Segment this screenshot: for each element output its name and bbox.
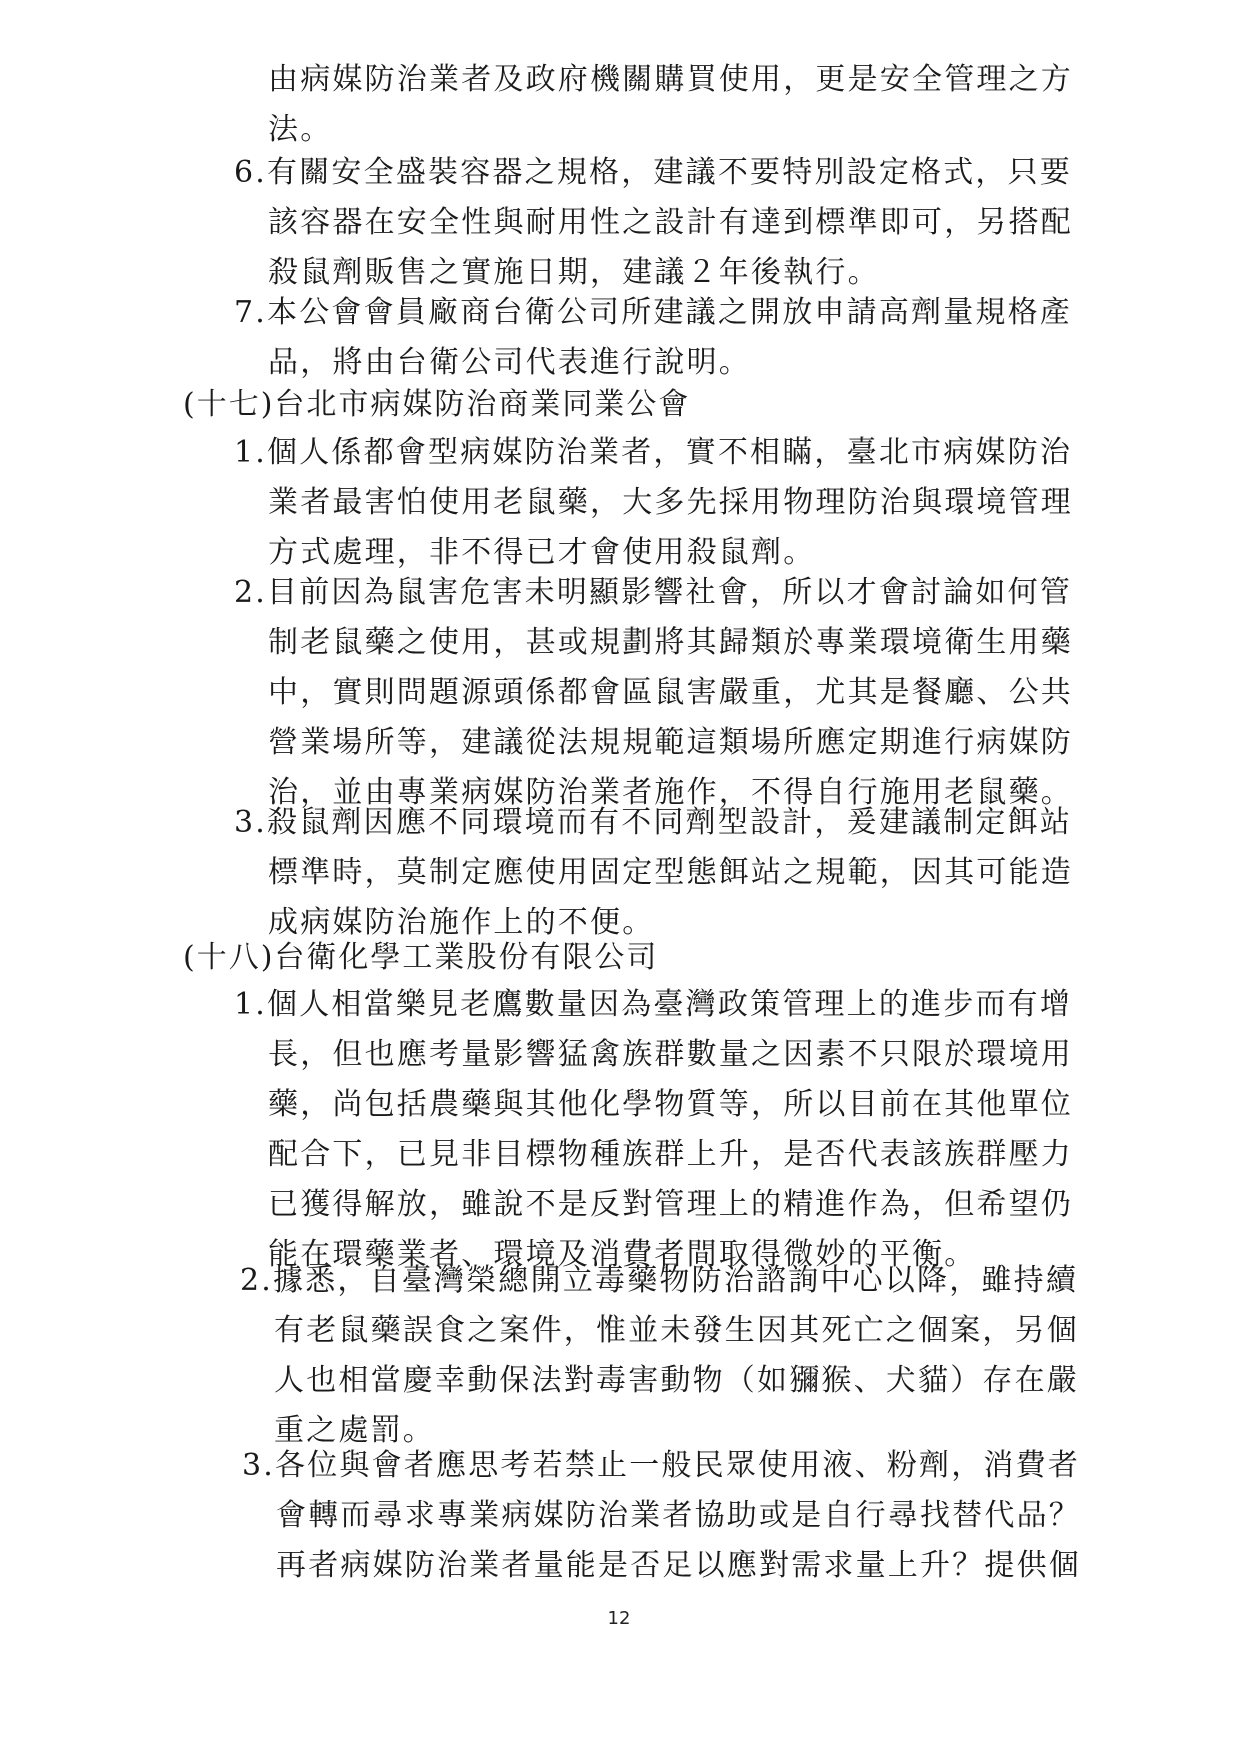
continuation-paragraph	[268, 55, 1073, 155]
text-line: 再者病媒防治業者量能是否足以應對需求量上升？提供個	[276, 1548, 1081, 1583]
text-line: 1.個人係都會型病媒防治業者，實不相瞞，臺北市病媒防治	[234, 435, 1073, 470]
text-line: 長，但也應考量影響猛禽族群數量之因素不只限於環境用	[268, 1037, 1073, 1072]
text-line: 6.有關安全盛裝容器之規格，建議不要特別設定格式，只要	[234, 155, 1073, 190]
text-line: 3.各位與會者應思考若禁止一般民眾使用液、粉劑，消費者	[242, 1448, 1081, 1483]
list-item-7	[234, 288, 1072, 388]
text-line: 人也相當慶幸動保法對毒害動物（如獼猴、犬貓）存在嚴	[274, 1363, 1079, 1398]
text-line: 重之處罰。	[274, 1413, 435, 1448]
text-line: 業者最害怕使用老鼠藥，大多先採用物理防治與環境管理	[268, 485, 1073, 520]
text-line: 該容器在安全性與耐用性之設計有達到標準即可，另搭配	[268, 205, 1073, 240]
list-item-6	[234, 148, 1073, 298]
text-line: 3.殺鼠劑因應不同環境而有不同劑型設計，爰建議制定餌站	[234, 805, 1073, 840]
text-line: 品，將由台衛公司代表進行說明。	[268, 345, 751, 380]
text-line: 會轉而尋求專業病媒防治業者協助或是自行尋找替代品？	[276, 1498, 1081, 1533]
text-line: 標準時，莫制定應使用固定型態餌站之規範，因其可能造	[268, 855, 1073, 890]
section-heading-18: (十八)台衛化學工業股份有限公司	[183, 940, 659, 975]
text-line: 1.個人相當樂見老鷹數量因為臺灣政策管理上的進步而有增	[234, 987, 1073, 1022]
text-line: 由病媒防治業者及政府機關購買使用，更是安全管理之方	[268, 62, 1073, 97]
text-line: 中，實則問題源頭係都會區鼠害嚴重，尤其是餐廳、公共	[268, 675, 1073, 710]
section-heading-17: (十七)台北市病媒防治商業同業公會	[183, 387, 691, 422]
section17-item-3	[234, 798, 1073, 948]
text-line: 方式處理，非不得已才會使用殺鼠劑。	[268, 535, 816, 570]
text-line: 已獲得解放，雖說不是反對管理上的精進作為，但希望仍	[268, 1187, 1073, 1222]
section18-item-2	[240, 1256, 1079, 1456]
text-line: 治，並由專業病媒防治業者施作，不得自行施用老鼠藥。	[268, 775, 1073, 810]
text-line: 配合下，已見非目標物種族群上升，是否代表該族群壓力	[268, 1137, 1073, 1172]
section17-item-1	[234, 428, 1073, 578]
page-number: 12	[607, 1608, 631, 1629]
text-line: 2.目前因為鼠害危害未明顯影響社會，所以才會討論如何管	[234, 575, 1073, 610]
section18-item-1	[234, 980, 1073, 1280]
text-line: 藥，尚包括農藥與其他化學物質等，所以目前在其他單位	[268, 1087, 1073, 1122]
text-line: 殺鼠劑販售之實施日期，建議２年後執行。	[268, 255, 880, 290]
text-line: 7.本公會會員廠商台衛公司所建議之開放申請高劑量規格產	[234, 295, 1073, 330]
section18-item-3	[242, 1441, 1081, 1591]
text-line: 能在環藥業者、環境及消費者間取得微妙的平衡。	[268, 1237, 977, 1272]
text-line: 法。	[268, 112, 333, 147]
text-line: 制老鼠藥之使用，甚或規劃將其歸類於專業環境衛生用藥	[268, 625, 1073, 660]
text-line: 成病媒防治施作上的不便。	[268, 905, 655, 940]
section17-item-2	[234, 568, 1073, 818]
text-line: 有老鼠藥誤食之案件，惟並未發生因其死亡之個案，另個	[274, 1313, 1079, 1348]
text-line: 營業場所等，建議從法規規範這類場所應定期進行病媒防	[268, 725, 1073, 760]
text-line: 2.據悉，自臺灣榮總開立毒藥物防治諮詢中心以降，雖持續	[240, 1263, 1079, 1298]
